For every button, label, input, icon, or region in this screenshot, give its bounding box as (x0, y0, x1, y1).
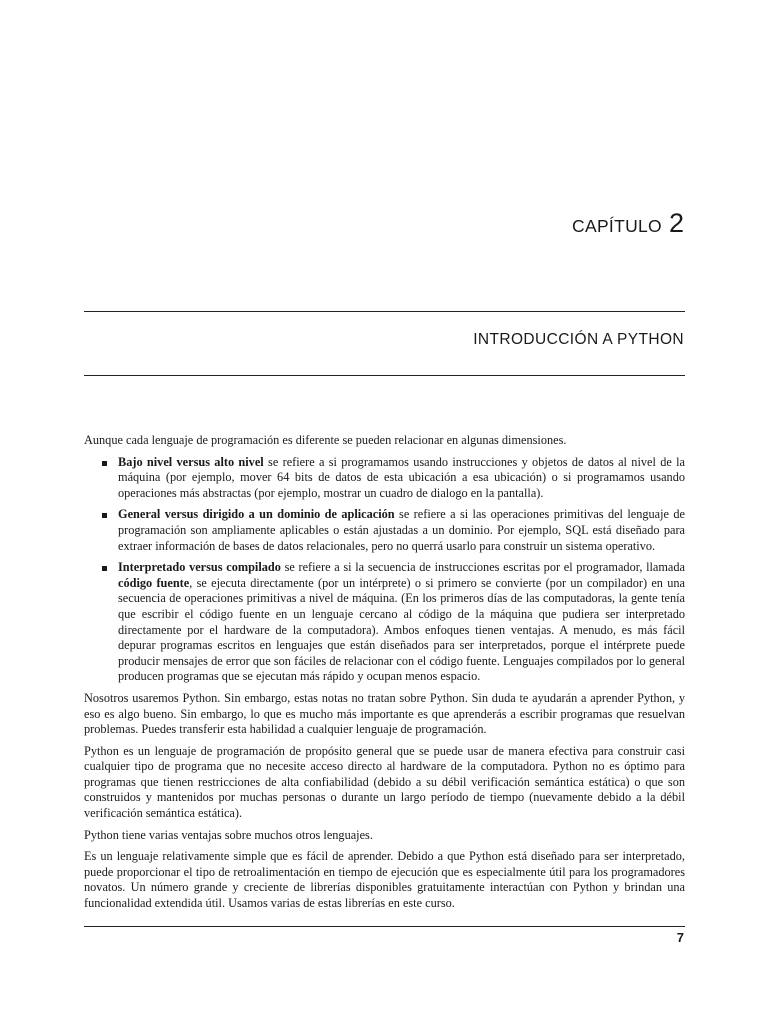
page-number: 7 (676, 930, 684, 945)
list-item (84, 507, 685, 554)
list-item (84, 455, 685, 502)
list-item-term-inline: código fuente (118, 575, 190, 590)
body-paragraph: Python tiene varias ventajas sobre muchos otros lenguajes. (84, 827, 373, 842)
chapter-title: INTRODUCCIÓN A PYTHON (473, 331, 684, 348)
square-bullet-icon (102, 461, 107, 466)
body-paragraph: Nosotros usaremos Python. Sin embargo, estas notas no tratan sobre Python. Sin duda te ayudarán a aprender Python, y eso es algo bueno. Sin embargo, lo que es mucho más importante es que aprenderás a escribir programas que resuelvan problemas. Puedes transferir esta habilidad a cualquier lenguaje de programación. (84, 690, 685, 737)
list-item-text: se refiere a si las operaciones primitivas del lenguaje de programación son ampliamente aplicables o están ajustadas a un dominio. Por ejemplo, SQL está diseñado para extraer información de bases de datos relacionales, pero no querrá usarlo para construir un sistema operativo. (118, 507, 685, 553)
square-bullet-icon (102, 566, 107, 571)
title-rule-bottom (84, 375, 685, 376)
title-rule-top (84, 311, 685, 312)
square-bullet-icon (102, 513, 107, 518)
dimension-list (84, 455, 685, 685)
footer-rule (84, 926, 685, 927)
list-item-text: se refiere a si programamos usando instrucciones y objetos de datos al nivel de la máquina (por ejemplo, mover 64 bits de datos de esta ubicación a esa ubicación) o si programamos usando operaciones más abstractas (por ejemplo, mostrar un cuadro de dialogo en la pantalla). (118, 454, 685, 500)
chapter-word: CAPÍTULO (572, 216, 662, 236)
chapter-label (572, 210, 684, 237)
chapter-body (84, 433, 685, 918)
chapter-number: 2 (668, 208, 684, 238)
list-item (84, 560, 685, 685)
list-item-term: General versus dirigido a un dominio de aplicación (118, 507, 395, 522)
body-paragraph: Es un lenguaje relativamente simple que es fácil de aprender. Debido a que Python está diseñado para ser interpretado, puede proporcionar el tipo de retroalimentación en tiempo de ejecución que es especialmente útil para los programadores novatos. Un número grande y creciente de librerías disponibles gratuitamente interactúan con Python y brindan una funcionalidad extendida útil. Usamos varias de estas librerías en este curso. (84, 849, 685, 911)
list-item-term: Interpretado versus compilado (118, 560, 281, 575)
intro-paragraph: Aunque cada lenguaje de programación es diferente se pueden relacionar en algunas dimensiones. (84, 433, 567, 447)
list-item-text: , se ejecuta directamente (por un intérprete) o si primero se convierte (por un compilador) en una secuencia de operaciones primitivas a nivel de máquina. (En los primeros días de las computadoras, la gente tenía que escribir el código fuente en un lenguaje cercano al código de la máquina que pudiera ser interpretado directamente por el hardware de la computadora). Ambos enfoques tienen ventajas. A menudo, es más fácil depurar programas escritos en lenguajes que están diseñados para ser interpretados, porque el intérprete puede producir mensajes de error que son fáciles de relacionar con el código fuente. Lenguajes compilados por lo general producen programas que se ejecutan más rápido y ocupan menos espacio. (118, 575, 685, 684)
body-paragraph: Python es un lenguaje de programación de propósito general que se puede usar de manera efectiva para construir casi cualquier tipo de programa que no necesite acceso directo al hardware de la computadora. Python no es óptimo para programas que tienen restricciones de alta confiabilidad (debido a su débil verificación semántica estática) o que son construidos y mantenidos por muchas personas o durante un largo período de tiempo (nuevamente debido a la débil verificación semántica estática). (84, 743, 685, 821)
list-item-text: se refiere a si la secuencia de instrucciones escritas por el programador, llamada (280, 560, 685, 575)
list-item-term: Bajo nivel versus alto nivel (118, 454, 264, 469)
